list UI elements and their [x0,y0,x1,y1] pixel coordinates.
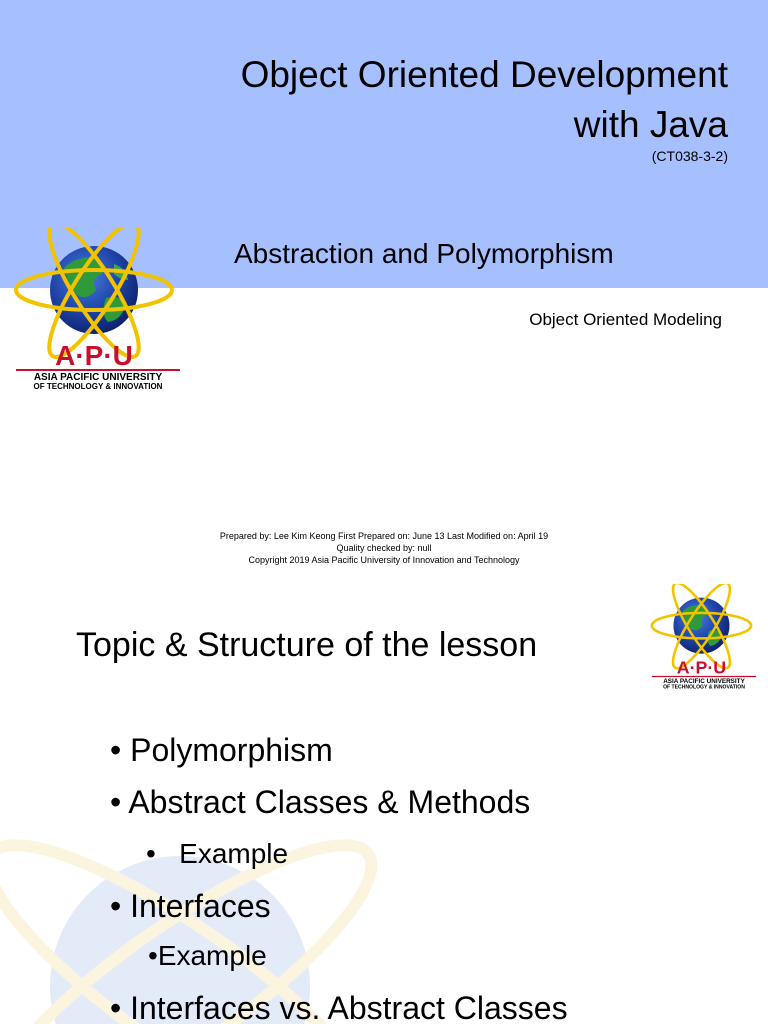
bullet-item: • Abstract Classes & Methods [110,784,531,820]
logo-line-1: ASIA PACIFIC UNIVERSITY [663,677,745,685]
slide-subtitle: Abstraction and Polymorphism [234,238,614,269]
bullet-text: Polymorphism [130,732,333,768]
bullet-item: • Polymorphism [110,732,333,768]
sub-bullet-item: •Example [148,940,267,971]
footer-prepared-by: Prepared by: Lee Kim Keong First Prepared on: June 13 Last Modified on: April 19 [219,531,549,541]
content-slide [0,576,768,1024]
logo-letters: A·P·U [55,340,133,371]
bullet-text: Interfaces [130,888,271,924]
slide-footer [0,530,768,566]
logo-line-1: ASIA PACIFIC UNIVERSITY [33,372,163,383]
logo-line-2: OF TECHNOLOGY & INNOVATION [663,684,745,691]
bullet-item: • Interfaces vs. Abstract Classes [110,990,568,1024]
slide-title: Topic & Structure of the lesson [76,626,538,664]
bullet-text: Example [157,940,267,971]
logo-letters: A·P·U [676,657,727,678]
apu-logo-small [648,584,760,694]
bullet-text: Abstract Classes & Methods [128,784,531,820]
slide-title-line-1: Object Oriented Development [240,54,728,95]
globe-logo-icon [10,228,186,394]
bullet-item: • Interfaces [110,888,271,924]
slide-title-line-2: with Java [573,104,728,145]
module-name: Object Oriented Modeling [529,310,722,329]
bullet-text: Example [179,838,289,869]
course-code: (CT038-3-2) [651,148,728,164]
bullet-text: Interfaces vs. Abstract Classes [130,990,568,1024]
footer-quality-checked: Quality checked by: null [336,543,432,553]
footer-copyright: Copyright 2019 Asia Pacific University of Innovation and Technology [248,555,520,565]
apu-logo [10,228,186,394]
globe-logo-icon [648,584,760,694]
sub-bullet-item: • Example [146,838,289,869]
logo-line-2: OF TECHNOLOGY & INNOVATION [33,382,163,391]
